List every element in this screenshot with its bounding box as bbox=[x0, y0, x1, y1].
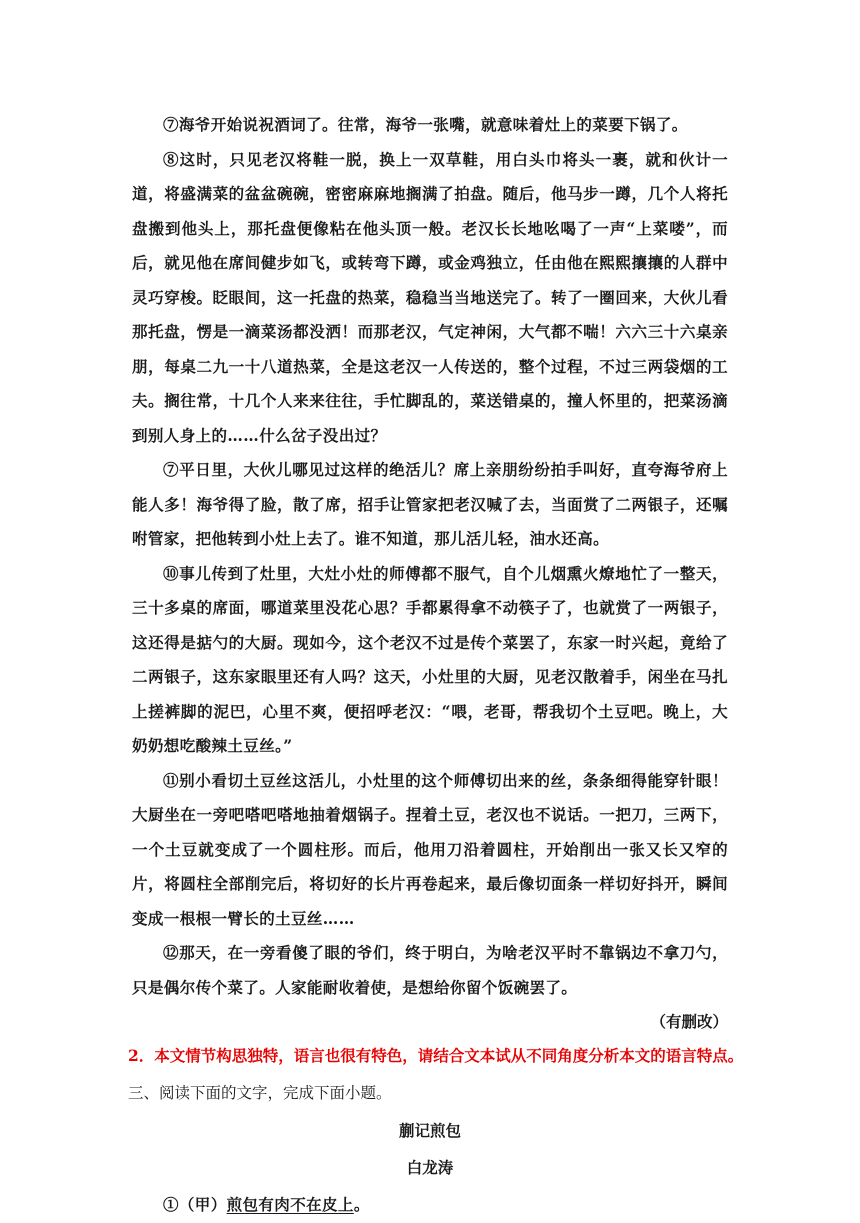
section-heading: 三、阅读下面的文字，完成下面小题。 bbox=[128, 1084, 392, 1102]
paragraph-11-potato: ⑪别小看切土豆丝这活儿，小灶里的这个师傅切出来的丝，条条细得能穿针眼！大厨坐在一旁吧嗒吧嗒地抽着烟锅子。捏着土豆，老汉也不说话。一把刀，三两下，一个土豆就变成了一个圆柱形。而后，他用刀沿着圆柱，开始削出一张又长又窄的片，将圆柱全部削完后，将切好的长片再卷起来，最后像切面条一样切好抖开，瞬间变成一根根一臂长的土豆丝…… bbox=[132, 770, 728, 928]
paragraph-10-kitchen: ⑩事儿传到了灶里，大灶小灶的师傅都不服气，自个儿烟熏火燎地忙了一整天，三十多桌的席面，哪道菜里没花心思？手都累得拿不动筷子了，也就赏了一两银子，这还得是掂勺的大厨。现如今，这个老汉不过是传个菜罢了，东家一时兴起，竟给了二两银子，这东家眼里还有人吗？这天，小灶里的大厨，见老汉散着手，闲坐在马扎上搓裤脚的泥巴，心里不爽，便招呼老汉：“喂，老哥，帮我切个土豆吧。晚上，大奶奶想吃酸辣土豆丝。” bbox=[132, 563, 728, 755]
paragraph-number: ① bbox=[163, 1195, 179, 1214]
paragraph-7-toast: ⑦海爷开始说祝酒词了。往常，海爷一张嘴，就意味着灶上的菜要下锅了。 bbox=[163, 115, 688, 134]
document-body bbox=[128, 108, 744, 1223]
article-title: 蒯记煎包 bbox=[398, 1121, 461, 1140]
marker-jia: （甲） bbox=[178, 1195, 227, 1214]
sentence-end: 。 bbox=[353, 1195, 370, 1214]
paragraph-1-first-line bbox=[132, 1188, 728, 1223]
paragraph-9-praise: ⑦平日里，大伙儿哪见过这样的绝活儿？席上亲朋纷纷拍手叫好，直夸海爷府上能人多！海爷得了脸，散了席，招手让管家把老汉喊了去，当面赏了二两银子，还嘱咐管家，把他转到小灶上去了。谁不知道，那儿活儿轻，油水还高。 bbox=[132, 460, 728, 548]
paragraph-8-serving: ⑧这时，只见老汉将鞋一脱，换上一双草鞋，用白头巾将头一裹，就和伙计一道，将盛满菜的盆盆碗碗，密密麻麻地搁满了拍盘。随后，他马步一蹲，几个人将托盘搬到他头上，那托盘便像粘在他头顶一般。老汉长长地吆喝了一声“上菜喽”，而后，就见他在席间健步如飞，或转弯下蹲，或金鸡独立，任由他在熙熙攘攘的人群中灵巧穿梭。眨眼间，这一托盘的热菜，稳稳当当地送完了。转了一圈回来，大伙儿看那托盘，愣是一滴菜汤都没洒！而那老汉，气定神闲，大气都不喘！六六三十六桌亲朋，每桌二九一十八道热菜，全是这老汉一人传送的，整个过程，不过三两袋烟的工夫。搁往常，十几个人来来往往，手忙脚乱的，菜送错桌的，撞人怀里的，把菜汤滴到别人身上的……什么岔子没出过？ bbox=[132, 149, 728, 445]
question-2: 2．本文情节构思独特，语言也很有特色，请结合文本试从不同角度分析本文的语言特点。 bbox=[128, 1046, 744, 1065]
source-note: （有删改） bbox=[650, 1012, 728, 1031]
paragraph-12-ending: ⑫那天，在一旁看傻了眼的爷们，终于明白，为啥老汉平时不靠锅边不拿刀勺，只是偶尔传个菜了。人家能耐收着使，是想给你留个饭碗罢了。 bbox=[132, 943, 728, 997]
underlined-sentence: 煎包有肉不在皮上 bbox=[226, 1195, 354, 1214]
article-author: 白龙涛 bbox=[406, 1158, 454, 1177]
